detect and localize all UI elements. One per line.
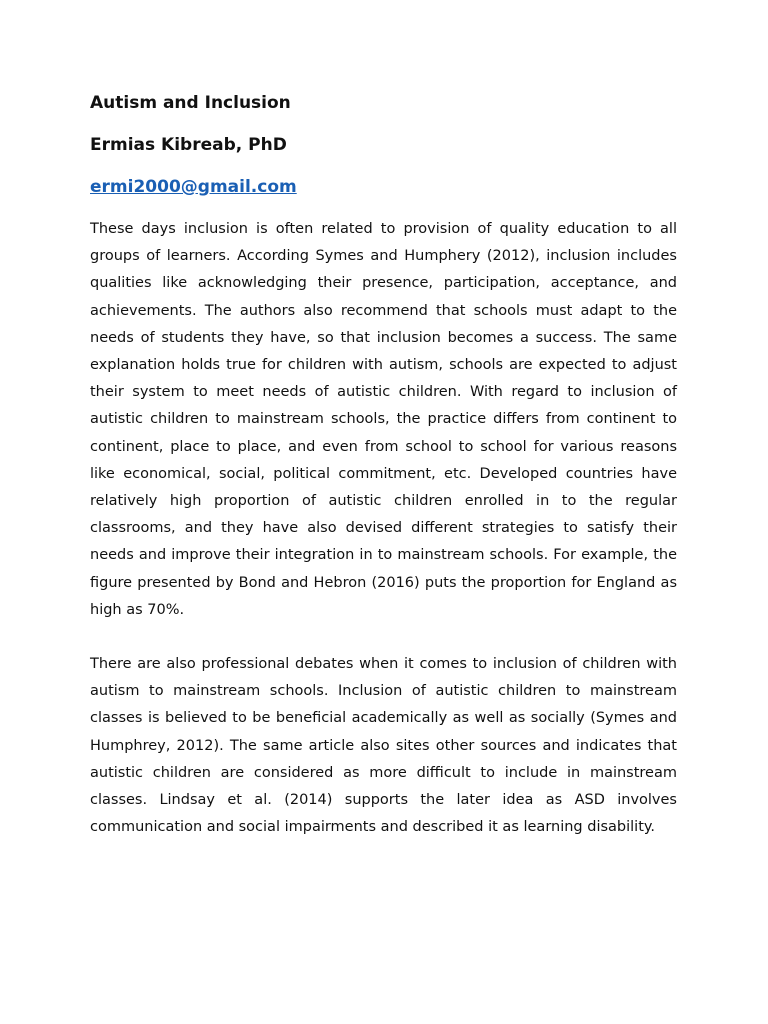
document-title: Autism and Inclusion (90, 93, 291, 113)
body-paragraph-2: There are also professional debates when it comes to inclusion of children with autism to mainstream schools. Inclusion of autistic children to mainstream classes is believed to be beneficial academically as well as socially (Symes and Humphrey, 2012). The same article also sites other sources and indicates that autistic children are considered as more difficult to include in mainstream classes. Lindsay et al. (2014) supports the later idea as ASD involves communication and social impairments and described it as learning disability. (90, 656, 677, 836)
document-page (90, 88, 677, 841)
author-name: Ermias Kibreab, PhD (90, 135, 287, 155)
author-email-link[interactable]: ermi2000@gmail.com (90, 177, 297, 197)
body-paragraph-1: These days inclusion is often related to provision of quality education to all groups of learners. According Symes and Humphery (2012), inclusion includes qualities like acknowledging their presence, participation, acceptance, and achievements. The authors also recommend that schools must adapt to the needs of students they have, so that inclusion becomes a success. The same explanation holds true for children with autism, schools are expected to adjust their system to meet needs of autistic children. With regard to inclusion of autistic children to mainstream schools, the practice differs from continent to continent, place to place, and even from school to school for various reasons like economical, social, political commitment, etc. Developed countries have relatively high proportion of autistic children enrolled in to the regular classrooms, and they have also devised different strategies to satisfy their needs and improve their integration in to mainstream schools. For example, the figure presented by Bond and Hebron (2016) puts the proportion for England as high as 70%. (90, 221, 677, 618)
